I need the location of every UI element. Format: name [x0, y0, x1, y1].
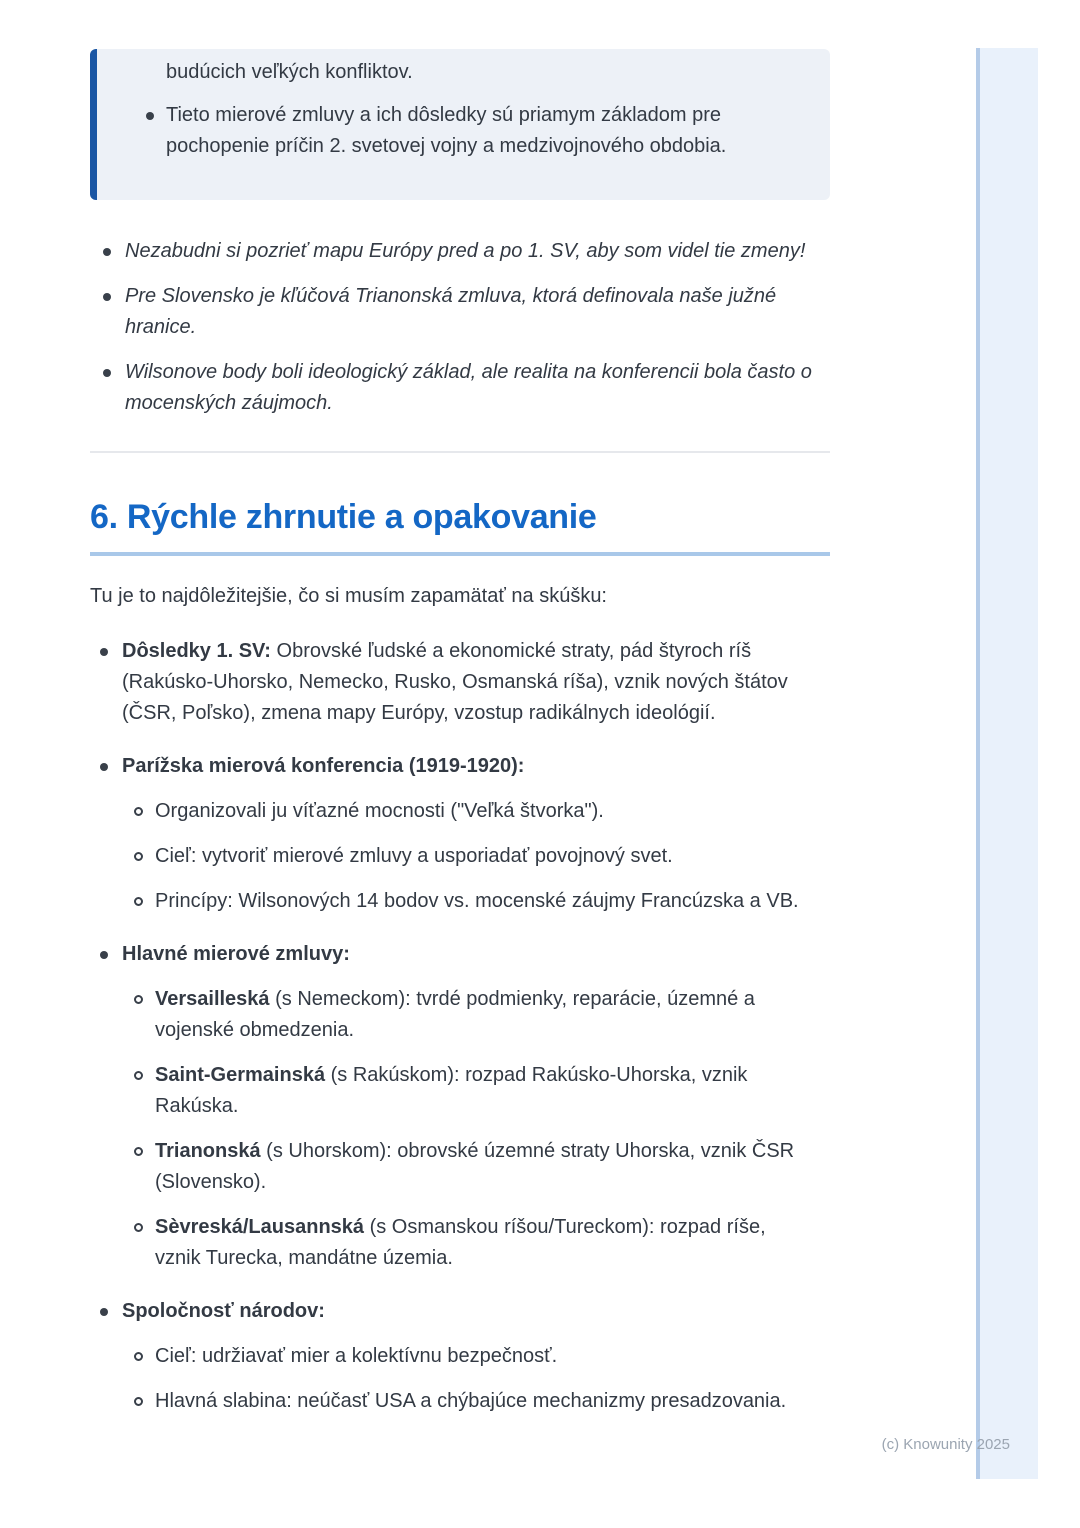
item-bold-label: Saint-Germainská [155, 1064, 326, 1086]
section-divider [90, 451, 830, 453]
list-item [122, 1136, 830, 1198]
callout-list [125, 100, 800, 162]
item-text: Cieľ: udržiavať mier a kolektívnu bezpečnosť. [155, 1345, 558, 1367]
item-text: Princípy: Wilsonových 14 bodov vs. mocenské záujmy Francúzska a VB. [155, 890, 799, 912]
list-item [122, 1060, 830, 1122]
note-text: Nezabudni si pozrieť mapu Európy pred a po 1. SV, aby som videl tie zmeny! [125, 240, 806, 262]
sub-list [122, 1341, 830, 1417]
item-text: (s Rakúskom): rozpad Rakúsko-Uhorska, vznik Rakúska. [155, 1064, 748, 1117]
sub-list [122, 984, 830, 1274]
item-bold-label: Trianonská [155, 1140, 261, 1162]
heading-underline [90, 552, 830, 556]
list-item [122, 1386, 830, 1417]
item-bold-label: Versailleská [155, 988, 270, 1010]
list-item [90, 1296, 830, 1417]
item-text: (s Nemeckom): tvrdé podmienky, reparácie, územné a vojenské obmedzenia. [155, 988, 755, 1041]
item-bold-label: Hlavné mierové zmluvy: [122, 943, 350, 965]
list-item [122, 796, 830, 827]
list-item [90, 357, 830, 419]
intro-paragraph: Tu je to najdôležitejšie, čo si musím zapamätať na skúšku: [90, 585, 607, 607]
list-item [122, 1341, 830, 1372]
item-text: Organizovali ju víťazné mocnosti ("Veľká štvorka"). [155, 800, 604, 822]
sub-list [122, 796, 830, 917]
item-text: Hlavná slabina: neúčasť USA a chýbajúce mechanizmy presadzovania. [155, 1390, 787, 1412]
item-bold-label: Dôsledky 1. SV: [122, 640, 271, 662]
callout-bullet-text: Tieto mierové zmluvy a ich dôsledky sú priamym základom pre pochopenie príčin 2. svetovej vojny a medzivojnového obdobia. [166, 104, 727, 157]
list-item [90, 751, 830, 917]
list-item [90, 236, 830, 267]
list-item [90, 939, 830, 1274]
callout-box [90, 49, 830, 200]
item-bold-label: Spoločnosť národov: [122, 1300, 325, 1322]
list-item [122, 1212, 830, 1274]
list-item [90, 281, 830, 343]
callout-continuation-line: budúcich veľkých konfliktov. [166, 61, 413, 83]
list-item [122, 886, 830, 917]
item-bold-label: Parížska mierová konferencia (1919-1920): [122, 755, 525, 777]
section-heading: 6. Rýchle zhrnutie a opakovanie [90, 498, 597, 536]
list-item [125, 100, 800, 162]
page-edge-panel [976, 48, 1038, 1479]
note-text: Pre Slovensko je kľúčová Trianonská zmluva, ktorá definovala naše južné hranice. [125, 285, 777, 338]
list-item [122, 984, 830, 1046]
item-bold-label: Sèvreská/Lausannská [155, 1216, 365, 1238]
note-text: Wilsonove body boli ideologický základ, ale realita na konferencii bola často o mocenských záujmoch. [125, 361, 812, 414]
summary-list [90, 636, 830, 1417]
list-item [122, 841, 830, 872]
list-item [90, 636, 830, 729]
item-text: (s Osmanskou ríšou/Tureckom): rozpad ríše, vznik Turecka, mandátne územia. [155, 1216, 766, 1269]
copyright-watermark: (c) Knowunity 2025 [881, 1436, 1010, 1453]
item-text: Obrovské ľudské a ekonomické straty, pád štyroch ríš (Rakúsko-Uhorsko, Nemecko, Rusko, Osmanská ríša), vznik nových štátov (ČSR, Poľsko), zmena mapy Európy, vzostup radikálnych ideológií. [122, 640, 788, 724]
item-text: Cieľ: vytvoriť mierové zmluvy a usporiadať povojnový svet. [155, 845, 673, 867]
content-column [90, 0, 830, 1417]
item-text: (s Uhorskom): obrovské územné straty Uhorska, vznik ČSR (Slovensko). [155, 1140, 795, 1193]
italic-notes-list [90, 236, 830, 419]
